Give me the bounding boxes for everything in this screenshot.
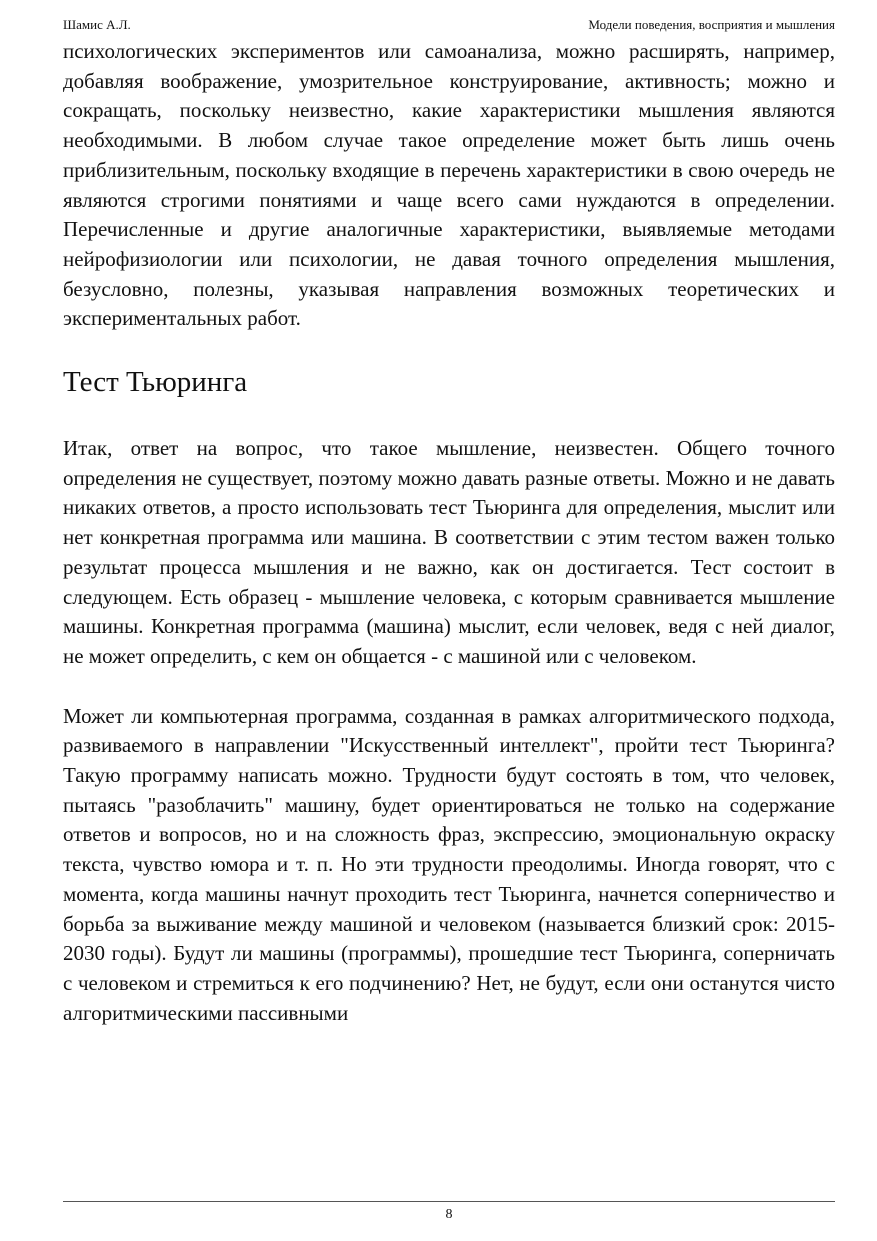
paragraph-turing-test-discussion: Может ли компьютерная программа, созданная в рамках алгоритмического подхода, развиваемого в направлении "Искусственный интеллект", пройти тест Тьюринга? Такую программу написать можно. Трудности будут состоять в том, что человек, пытаясь "разоблачить" машину, будет ориентироваться не только на содержание ответов и вопросов, но и на сложность фраз, экспрессию, эмоциональную окраску текста, чувство юмора и т. п. Но эти трудности преодолимы. Иногда говорят, что с момента, когда машины начнут проходить тест Тьюринга, начнется соперничество и борьба за выживание между машиной и человеком (называется близкий срок: 2015-2030 годы). Будут ли машины (программы), прошедшие тест Тьюринга, соперничать с человеком и стремиться к его подчинению? Нет, не будут, если они останутся чисто алгоритмическими пассивными	[63, 703, 835, 1025]
page-number: 8	[445, 1207, 453, 1222]
paragraph-turing-test-definition: Итак, ответ на вопрос, что такое мышление, неизвестен. Общего точного определения не существует, поэтому можно давать разные ответы. Можно и не давать никаких ответов, а просто использовать тест Тьюринга для определения, мыслит или нет конкретная программа или машина. В соответствии с этим тестом важен только результат процесса мышления и не важно, как он достигается. Тест состоит в следующем. Есть образец - мышление человека, с которым сравнивается мышление машины. Конкретная программа (машина) мыслит, если человек, ведя с ней диалог, не может определить, с кем он общается - с машиной или с человеком.	[63, 436, 835, 668]
footer-divider	[63, 1201, 835, 1202]
document-page	[63, 0, 835, 1241]
header-book-title: Модели поведения, восприятия и мышления	[588, 17, 835, 32]
running-header	[63, 16, 835, 34]
section-heading: Тест Тьюринга	[63, 366, 248, 399]
paragraph-intro: психологических экспериментов или самоанализа, можно расширять, например, добавляя воображение, умозрительное конструирование, активность; можно и сокращать, поскольку неизвестно, какие характеристики мышления являются необходимыми. В любом случае такое определение может быть лишь очень приблизительным, поскольку входящие в перечень характеристики в свою очередь не являются строгими понятиями и чаще всего сами нуждаются в определении. Перечисленные и другие аналогичные характеристики, выявляемые методами нейрофизиологии или психологии, не давая точного определения мышления, безусловно, полезны, указывая направления возможных теоретических и экспериментальных работ.	[63, 39, 835, 331]
header-author: Шамис А.Л.	[63, 17, 131, 32]
document-body	[63, 37, 835, 1028]
